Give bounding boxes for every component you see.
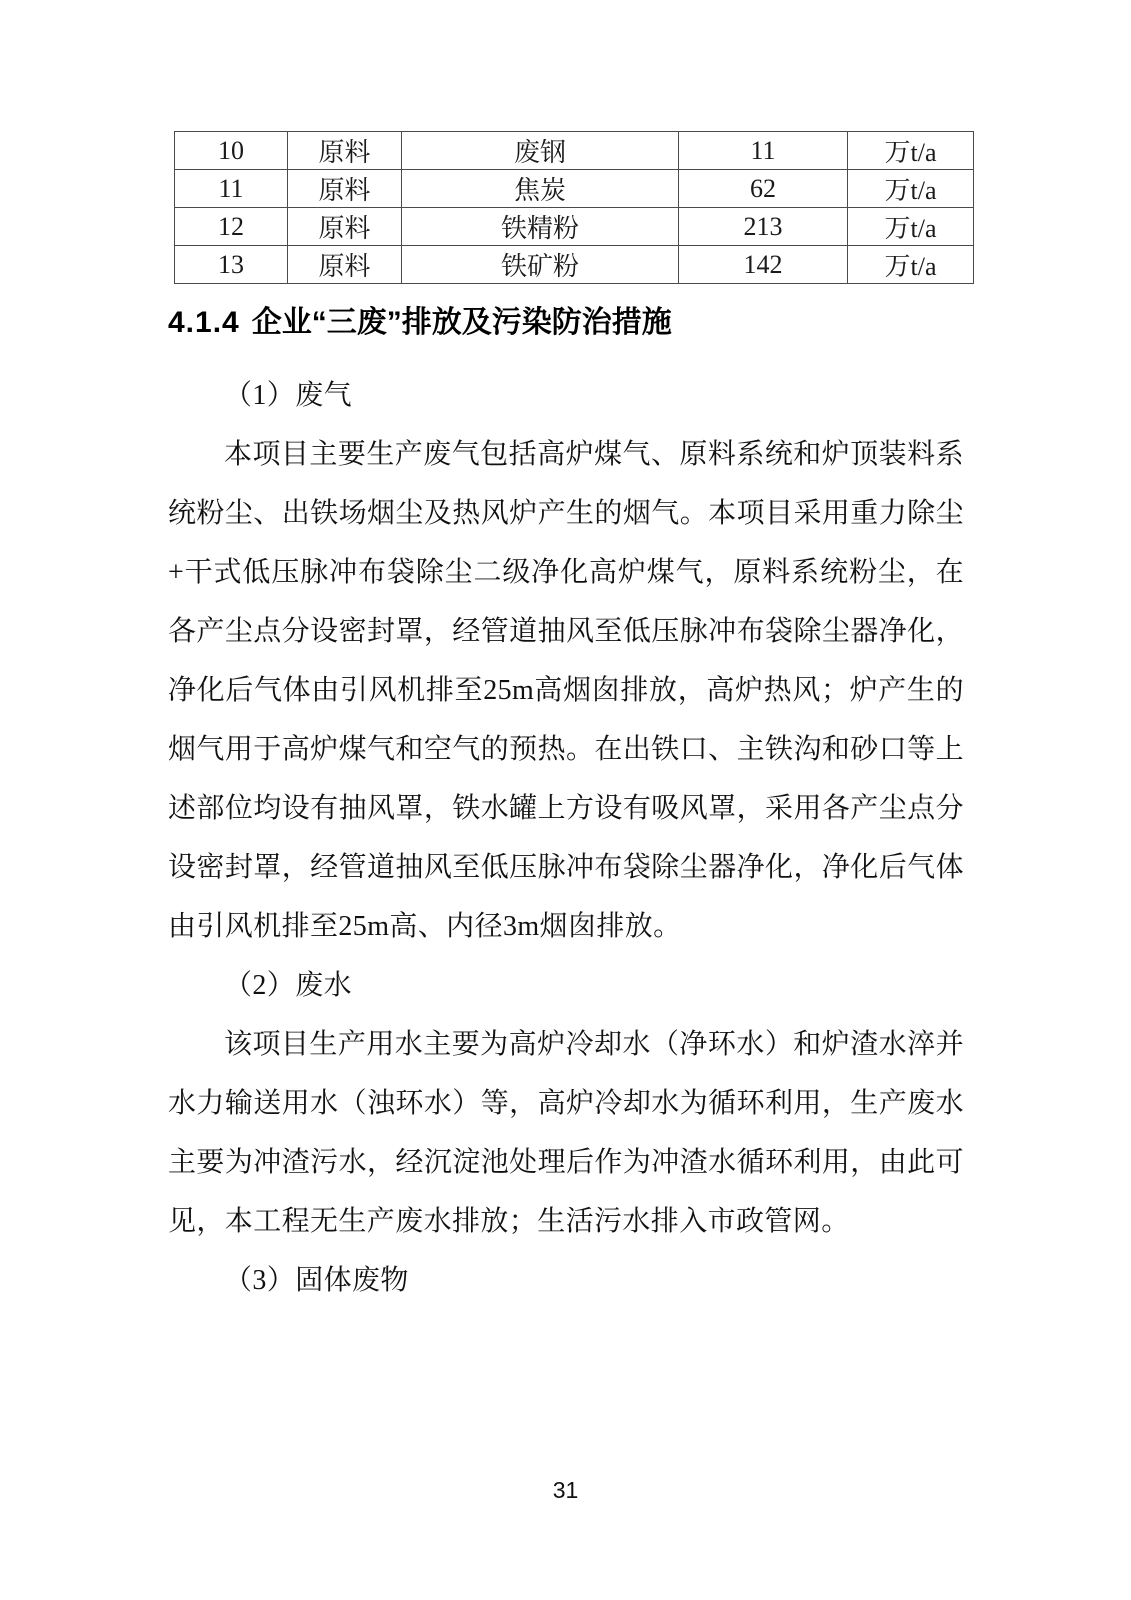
body-paragraph: 该项目生产用水主要为高炉冷却水（净环水）和炉渣水淬并水力输送用水（浊环水）等，高炉冷却水为循环利用，生产废水主要为冲渣污水，经沉淀池处理后作为冲渣水循环利用，由此可见，本工程无生产废水排放；生活污水排入市政管网。 <box>168 1029 964 1237</box>
table-cell: 11 <box>679 132 848 170</box>
materials-table-body <box>175 132 974 284</box>
table-cell: 焦炭 <box>402 170 679 208</box>
section-label: （1）废气 <box>224 380 353 411</box>
table-cell: 原料 <box>288 132 402 170</box>
section-heading-number: 4.1.4 <box>168 306 240 339</box>
body-text <box>168 366 964 1310</box>
table-cell: 铁精粉 <box>402 208 679 246</box>
table-cell: 10 <box>175 132 288 170</box>
body-paragraph: 本项目主要生产废气包括高炉煤气、原料系统和炉顶装料系统粉尘、出铁场烟尘及热风炉产生的烟气。本项目采用重力除尘+干式低压脉冲布袋除尘二级净化高炉煤气，原料系统粉尘，在各产尘点分设密封罩，经管道抽风至低压脉冲布袋除尘器净化，净化后气体由引风机排至25m高烟囱排放，高炉热风；炉产生的烟气用于高炉煤气和空气的预热。在出铁口、主铁沟和砂口等上述部位均设有抽风罩，铁水罐上方设有吸风罩，采用各产尘点分设密封罩，经管道抽风至低压脉冲布袋除尘器净化，净化后气体由引风机排至25m高、内径3m烟囱排放。 <box>168 439 964 942</box>
table-cell: 12 <box>175 208 288 246</box>
table-row <box>175 132 974 170</box>
sections <box>168 366 964 1310</box>
table-row <box>175 246 974 284</box>
table-cell: 万t/a <box>848 246 974 284</box>
table-cell: 万t/a <box>848 170 974 208</box>
section-label: （2）废水 <box>224 970 353 1001</box>
table-cell: 13 <box>175 246 288 284</box>
table-row <box>175 170 974 208</box>
table-cell: 废钢 <box>402 132 679 170</box>
table-cell: 213 <box>679 208 848 246</box>
table-cell: 原料 <box>288 170 402 208</box>
table-cell: 11 <box>175 170 288 208</box>
section-heading <box>168 297 672 341</box>
table-cell: 原料 <box>288 208 402 246</box>
table-cell: 62 <box>679 170 848 208</box>
section-heading-title: 企业“三废”排放及污染防治措施 <box>251 306 672 339</box>
table-cell: 万t/a <box>848 132 974 170</box>
section-label: （3）固体废物 <box>224 1265 409 1296</box>
table-cell: 万t/a <box>848 208 974 246</box>
table-row <box>175 208 974 246</box>
materials-table <box>174 131 974 284</box>
page-number: 31 <box>552 1477 579 1503</box>
table-cell: 铁矿粉 <box>402 246 679 284</box>
table-cell: 142 <box>679 246 848 284</box>
table-cell: 原料 <box>288 246 402 284</box>
